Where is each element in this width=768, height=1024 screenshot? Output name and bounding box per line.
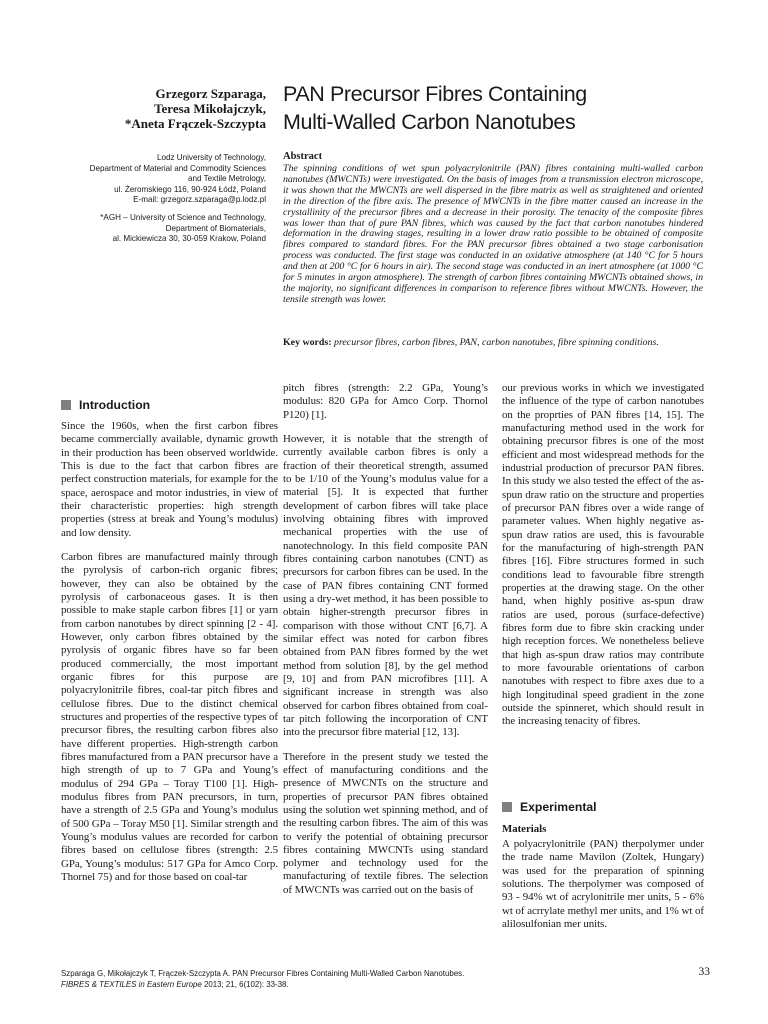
page-number: 33 [698,966,710,978]
author-name: Grzegorz Szparaga, [155,86,266,101]
body-paragraph: Therefore in the present study we tested the effect of manufacturing conditions and the presence of MWCNTs on the structure and properties of precursor PAN fibres obtained using the solution wet spinning method, and of the resulting carbon fibres. The aim of this was to verify the potential of obtaining precursor fibres containing MWCNTs using standard polymer and technology used for the manufacturing of textile fibres. The selection of MWCNTs was carried out on the basis of [283,750,488,896]
column-3 [502,382,704,729]
section-title: Introduction [79,398,151,412]
affiliation-line: Department of Material and Commodity Sciences [89,163,266,173]
affiliation-agh [40,213,266,245]
footer-volume: 2013; 21, 6(102): 33-38. [201,979,289,989]
body-paragraph: pitch fibres (strength: 2.2 GPa, Young’s modulus: 820 GPa for Amco Corp. Thornol P120) [1]. [283,382,488,421]
introduction-heading [61,398,150,412]
affiliation-line: Lodz University of Technology, [156,153,266,162]
abstract-heading: Abstract [283,151,323,162]
affiliation-line: *AGH – University of Science and Technology, [100,213,266,222]
abstract-text: The spinning conditions of wet spun polyacrylonitrile (PAN) fibres containing multi-walled carbon nanotubes (MWCNTs) were investigated. On the basis of images from a transmission electron microscope, it was shown that the MWCNTs are well dispersed in the fibre matrix as well as straightened and oriented in the direction of the fibre axis. The presence of MWCNTs in the fibre matter caused an increase in the crystallinity of the precursor fibres and a decrease in their porosity. The tenacity of the composite fibres was lower than that of pure PAN fibres, which was caused by the fact that carbon nanotubes hindered deformation in the drawing stages, resulting in a lower draw ratio possible to be obtained of composite fibres compared to standard fibres. For the PAN precursor fibres obtained a two stage carbonisation process was conducted. The first stage was conducted in an oxidative atmosphere (at 140 °C for 5 hours and then at 200 °C for 6 hours in air). The second stage was conducted in an inert atmosphere (at 1000 °C for 5 minutes in argon atmosphere). The strength of carbon fibres containing MWCNTs obtained shows, in the majority, no significant differences in comparison to reference fibres without MWCNTs. However, the tensile strength was lower. [283,163,703,305]
author-list [40,86,266,131]
title-line: Multi-Walled Carbon Nanotubes [283,110,576,134]
body-paragraph: However, it is notable that the strength of currently available carbon fibres is only a fraction of their theoretical strength, assumed to be 1/10 of the Young’s modulus value for a material [5]. It is expected that further development of carbon fibres will take place involving obtaining fibres with improved mechanical properties with the use of nanotechnology. In this field composite PAN fibres containing carbon nanotubes (CNT) as precursors for carbon fibres can be used. In the case of PAN fibres containing CNT formed using a dry-wet method, it has been possible to obtain higher-strength precursor fibres in comparison with those without CNT [6,7]. A similar effect was noted for carbon fibres obtained from PAN fibres formed by the wet method from solution [8], by the gel method [9, 10] and from PAN microfibres [11]. A significant increase in strength was also observed for carbon fibres obtained from coal-tar pitch following the incorporation of CNT into the precursor fibre material [12, 13]. [283,432,488,739]
materials-heading: Materials [502,823,547,835]
body-paragraph: Carbon fibres are manufactured mainly through the pyrolysis of carbon-rich organic fibres; however, they can also be obtained by the pyrolysis of carbonaceous gases. It is then possible to make staple carbon fibres [1] or yarn from carbon nanotubes by direct spinning [2 - 4]. However, only carbon fibres obtained by the pyrolysis of organic fibres have so far been produced commercially, the most important organic fibres for this purpose are polyacrylonitrile fibres, coal-tar pitch fibres and cellulose fibres. Due to the distinct chemical structures and properties of the respective types of precursor fibres, the resulting carbon fibres also have different properties. High-strength carbon fibres manufactured from a PAN precursor have a high strength of up to 7 GPa and Young’s modulus of 294 GPa – Toray T100 [1]. High-modulus fibres from PAN precursors, in turn, have a strength of 2.5 GPa and Young’s modulus of 500 GPa – Toray M50 [1]. Similar strength and Young’s modulus values are recorded for carbon fibres based on cellulose fibres (strength: 2.5 GPa, Young’s modulus: 517 GPa for Amco Corp. Thornel 75) and for those based on coal-tar [61,550,278,883]
affiliation-email[interactable]: E-mail: grzegorz.szparaga@p.lodz.pl [133,195,266,205]
citation-footer [61,969,621,990]
affiliation-lodz [40,153,266,206]
affiliation-line: Department of Biomaterials, [165,223,266,233]
keywords-list: precursor fibres, carbon fibres, PAN, carbon nanotubes, fibre spinning conditions. [334,337,659,348]
affiliation-line: al. Mickiewicza 30, 30-059 Krakow, Poland [112,234,266,244]
body-paragraph: our previous works in which we investigated the influence of the type of carbon nanotubes on the proprties of PAN fibres [14, 15]. The manufacturing method used in the work for obtaining precursor fibres is one of the most efficient and most widespread methods for the industrial production of precursor PAN fibres. In this study we also tested the effect of the as-spun draw ratio on the structure and properties of precursor PAN fibres over a wide range of parameter values. When highly negative as-spun draw ratios are used, this is favourable for the manufacturing of high-strength PAN fibres [16]. Fibre structures formed in such conditions lead to favourable fibre strength properties at the drawing stage. On the other hand, when highly positive as-spun draw ratios are used, porous (surface-defective) fibres form due to fibre skin cracking under high reception forces. We nonetheless believe that high as-spun draw ratios may contribute to more favourable orientations of carbon nanotubes with respect to fibre axes due to a high longitudinal speed gradient in the zone outside the spinneret, which should result in the increasing tenacity of fibres. [502,382,704,728]
footer-journal: FIBRES & TEXTILES in Eastern Europe [61,979,202,989]
column-1 [61,420,278,884]
section-marker-icon [61,400,71,410]
affiliation-line: ul. Żeromskiego 116, 90-924 Łódź, Poland [114,184,266,194]
affiliation-line: and Textile Metrology, [188,174,266,184]
column-2 [283,382,488,897]
keywords [283,337,703,348]
section-title: Experimental [520,800,597,814]
paper-title [283,80,723,136]
title-line: PAN Precursor Fibres Containing [283,82,587,106]
experimental-heading [502,800,597,814]
author-name: Teresa Mikołajczyk, [154,101,266,116]
body-paragraph: Since the 1960s, when the first carbon fibres became commercially available, dynamic growth in their production has been observed worldwide. This is due to the fact that carbon fibres are perfect construction materials, for example for the space, aerospace and motor industries, in view of their characteristic properties: high strength properties (stress at break and Young’s modulus) and low density. [61,420,278,539]
section-marker-icon [502,802,512,812]
author-name: *Aneta Frączek-Szczypta [124,116,266,131]
materials-paragraph: A polyacrylonitrile (PAN) therpolymer under the trade name Mavilon (Zoltek, Hungary) was used for the preparation of spinning solutions. The therpolymer was composed of 93 - 94% wt of acrylonitrile mer units, 5 - 6% wt of acrrylate methyl mer units, and 1% wt of alilosulfonian mer units. [502,838,704,930]
keywords-label: Key words: [283,337,332,348]
footer-citation: Szparaga G, Mikołajczyk T, Frączek-Szczypta A. PAN Precursor Fibres Containing Multi-Walled Carbon Nanotubes. [61,969,465,978]
